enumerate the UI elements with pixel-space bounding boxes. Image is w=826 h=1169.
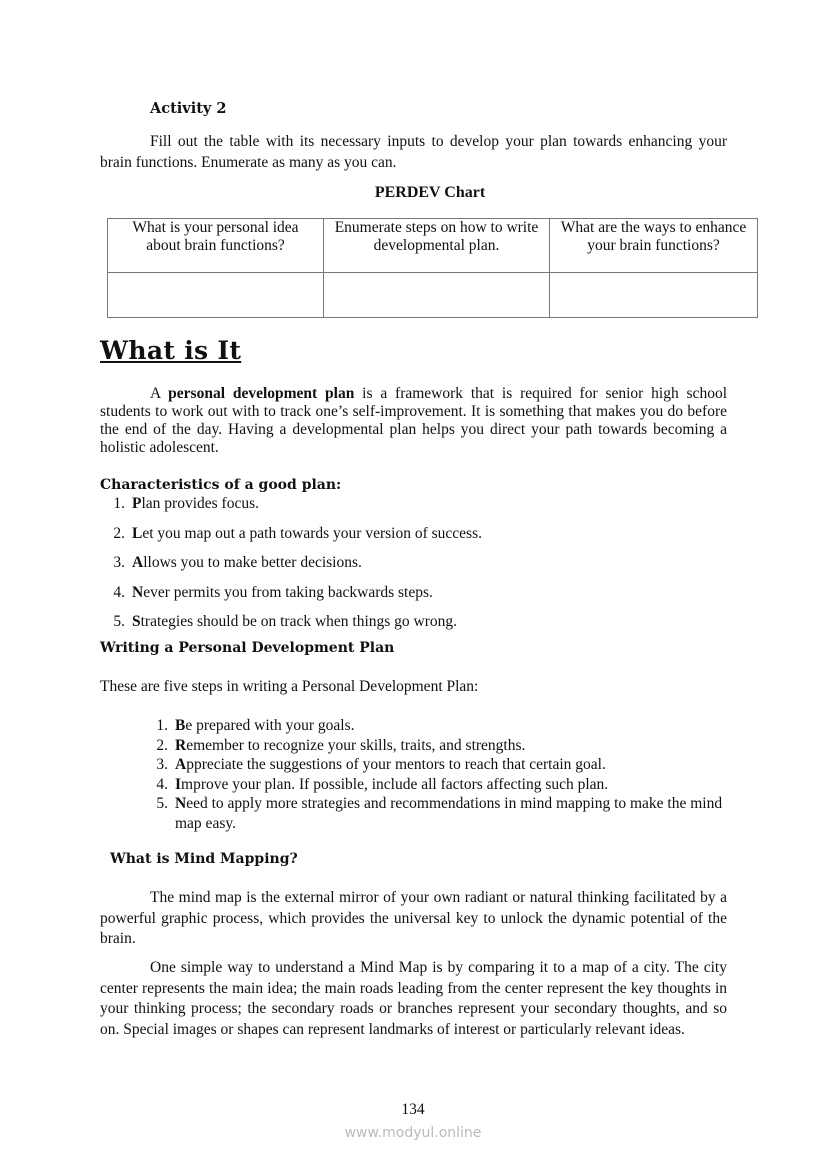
list-item <box>143 716 723 736</box>
item-text: ever permits you from taking backwards steps. <box>143 583 433 601</box>
item-initial: A <box>175 756 187 773</box>
item-initial: P <box>132 495 142 512</box>
list-item <box>143 775 723 795</box>
item-initial: L <box>132 524 143 542</box>
item-text: ppreciate the suggestions of your mentors to reach that certain goal. <box>186 756 606 773</box>
mind-map-paragraph: One simple way to understand a Mind Map is by comparing it to a map of a city. The city center represents the main idea; the main roads leading from the center represent the key thoughts in your thinking process; the secondary roads or branches represent your secondary thoughts, and so on. Special images or shapes can represent landmarks of interest or particularly relevant ideas. <box>100 959 727 1038</box>
list-item <box>143 736 723 756</box>
input-cell[interactable] <box>324 273 550 318</box>
steps-list <box>143 716 723 833</box>
item-initial: N <box>175 795 187 812</box>
intro-text: A <box>150 385 169 402</box>
item-initial: N <box>132 583 144 601</box>
list-item <box>143 755 723 775</box>
list-item <box>143 794 723 833</box>
item-number: 4. <box>113 583 125 601</box>
item-number: 3. <box>113 554 125 571</box>
item-number: 3. <box>156 756 168 773</box>
item-text: llows you to make better decisions. <box>143 554 362 571</box>
perdev-table <box>107 218 758 318</box>
item-initial: R <box>175 736 187 754</box>
item-number: 2. <box>156 736 168 754</box>
item-number: 1. <box>113 495 125 512</box>
page-number: 134 <box>401 1101 425 1118</box>
item-text: et you map out a path towards your version of success. <box>142 524 482 542</box>
characteristics-list <box>100 495 482 643</box>
item-number: 4. <box>156 775 168 793</box>
item-initial: S <box>132 613 141 630</box>
characteristics-title: Characteristics of a good plan: <box>100 477 342 493</box>
table-header-row <box>108 219 758 273</box>
item-text: trategies should be on track when things go wrong. <box>140 613 458 630</box>
list-item <box>100 525 482 555</box>
item-text: mprove your plan. If possible, include all factors affecting such plan. <box>181 775 609 793</box>
item-number: 5. <box>156 795 168 812</box>
activity-instruction: Fill out the table with its necessary inputs to develop your plan towards enhancing your brain functions. Enumerate as many as you can. <box>100 133 727 171</box>
mind-map-paragraph: The mind map is the external mirror of your own radiant or natural thinking facilitated by a powerful graphic process, which provides the universal key to unlock the dynamic potential of the brain. <box>100 889 727 947</box>
item-number: 5. <box>113 613 125 630</box>
item-text: lan provides focus. <box>141 495 259 512</box>
item-initial: A <box>132 554 144 571</box>
item-initial: B <box>175 717 186 734</box>
header-cell: What are the ways to enhance your brain functions? <box>550 219 758 273</box>
writing-title: Writing a Personal Development Plan <box>100 640 395 656</box>
item-text: emember to recognize your skills, traits, and strengths. <box>186 736 526 754</box>
input-cell[interactable] <box>550 273 758 318</box>
section-heading: What is It <box>100 336 242 365</box>
mind-map-title: What is Mind Mapping? <box>110 851 298 867</box>
list-item <box>100 495 482 525</box>
activity-title: Activity 2 <box>150 100 227 117</box>
list-item <box>100 584 482 614</box>
input-cell[interactable] <box>108 273 324 318</box>
table-title: PERDEV Chart <box>374 184 486 201</box>
writing-intro: These are five steps in writing a Personal Development Plan: <box>100 678 479 695</box>
intro-bold-term: personal development plan <box>168 385 355 402</box>
header-cell: Enumerate steps on how to write developmental plan. <box>324 219 550 273</box>
watermark: www.modyul.online <box>344 1125 482 1141</box>
item-number: 1. <box>156 717 168 734</box>
item-text: eed to apply more strategies and recommendations in mind mapping to make the mind map easy. <box>175 795 723 832</box>
table-input-row <box>108 273 758 318</box>
list-item <box>100 613 482 643</box>
list-item <box>100 554 482 584</box>
intro-paragraph <box>100 385 727 457</box>
intro-text: is a framework that is required for senior high school students to work out with to track one’s self-improvement. It is something that makes you do before the end of the day. Having a developmental plan helps you direct your path towards becoming a holistic adolescent. <box>100 385 727 456</box>
item-initial: I <box>175 775 182 793</box>
item-text: e prepared with your goals. <box>185 717 355 734</box>
header-cell: What is your personal idea about brain functions? <box>108 219 324 273</box>
item-number: 2. <box>113 524 125 542</box>
